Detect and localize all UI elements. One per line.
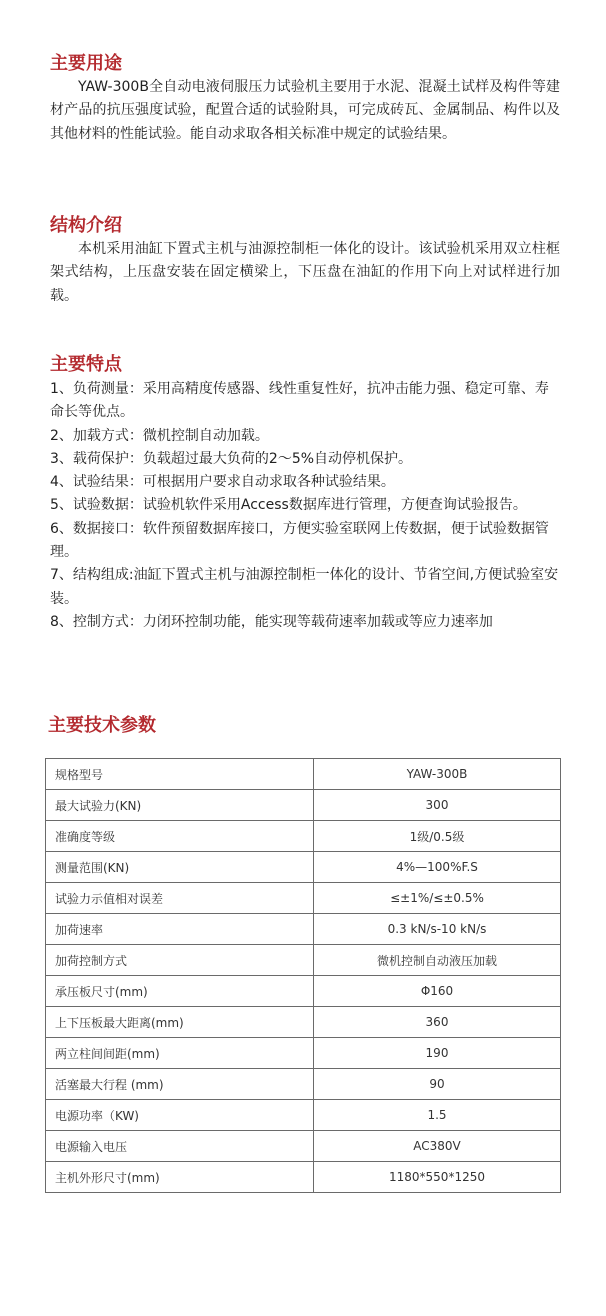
feature-item: 4、试验结果：可根据用户要求自动求取各种试验结果。 [50, 474, 395, 491]
structure-title: 结构介绍 [50, 215, 122, 236]
spec-value: 1.5 [314, 1100, 561, 1131]
usage-title: 主要用途 [50, 53, 122, 74]
spec-label: 两立柱间间距(mm) [46, 1038, 314, 1069]
feature-item: 5、试验数据：试验机软件采用Access数据库进行管理，方便查询试验报告。 [50, 497, 527, 514]
table-row [46, 852, 561, 883]
spec-label: 加荷速率 [46, 914, 314, 945]
spec-label: 承压板尺寸(mm) [46, 976, 314, 1007]
spec-value: 1180*550*1250 [314, 1162, 561, 1193]
table-row [46, 976, 561, 1007]
spec-label: 主机外形尺寸(mm) [46, 1162, 314, 1193]
table-row [46, 759, 561, 790]
table-row [46, 914, 561, 945]
spec-value: Φ160 [314, 976, 561, 1007]
table-row [46, 1007, 561, 1038]
table-row [46, 790, 561, 821]
spec-value: 微机控制自动液压加载 [314, 945, 561, 976]
table-row [46, 1100, 561, 1131]
spec-value: 190 [314, 1038, 561, 1069]
feature-item: 3、载荷保护：负载超过最大负荷的2～5%自动停机保护。 [50, 450, 413, 467]
spec-value: 90 [314, 1069, 561, 1100]
table-row [46, 883, 561, 914]
spec-value: AC380V [314, 1131, 561, 1162]
spec-value: YAW-300B [314, 759, 561, 790]
spec-label: 活塞最大行程 (mm) [46, 1069, 314, 1100]
spec-label: 上下压板最大距离(mm) [46, 1007, 314, 1038]
table-row [46, 1069, 561, 1100]
spec-value: ≤±1%/≤±0.5% [314, 883, 561, 914]
spec-label: 加荷控制方式 [46, 945, 314, 976]
spec-label: 电源功率（KW) [46, 1100, 314, 1131]
spec-value: 4%—100%F.S [314, 852, 561, 883]
feature-item: 7、结构组成:油缸下置式主机与油源控制柜一体化的设计、节省空间,方便试验室安装。 [50, 567, 559, 607]
usage-text: YAW-300B全自动电液伺服压力试验机主要用于水泥、混凝土试样及构件等建材产品的抗压强度试验，配置合适的试验附具，可完成砖瓦、金属制品、构件以及其他材料的性能试验。能自动求取各相关标准中规定的试验结果。 [50, 79, 560, 142]
feature-item: 2、加载方式：微机控制自动加载。 [50, 427, 269, 444]
table-row [46, 945, 561, 976]
features-title: 主要特点 [50, 354, 122, 375]
table-row [46, 1038, 561, 1069]
feature-item: 8、控制方式：力闭环控制功能，能实现等载荷速率加载或等应力速率加 [50, 613, 493, 630]
spec-label: 规格型号 [46, 759, 314, 790]
structure-text: 本机采用油缸下置式主机与油源控制柜一体化的设计。该试验机采用双立柱框架式结构，上压盘安装在固定横梁上，下压盘在油缸的作用下向上对试样进行加载。 [50, 241, 560, 304]
spec-value: 360 [314, 1007, 561, 1038]
spec-value: 0.3 kN/s-10 kN/s [314, 914, 561, 945]
spec-label: 最大试验力(KN) [46, 790, 314, 821]
spec-value: 1级/0.5级 [314, 821, 561, 852]
spec-value: 300 [314, 790, 561, 821]
specs-title: 主要技术参数 [48, 715, 156, 736]
table-row [46, 1131, 561, 1162]
spec-label: 试验力示值相对误差 [46, 883, 314, 914]
specs-table [45, 758, 561, 1193]
table-row [46, 1162, 561, 1193]
features-list [50, 378, 560, 634]
spec-label: 测量范围(KN) [46, 852, 314, 883]
feature-item: 6、数据接口：软件预留数据库接口，方便实验室联网上传数据，便于试验数据管理。 [50, 520, 549, 561]
spec-label: 准确度等级 [46, 821, 314, 852]
table-row [46, 821, 561, 852]
feature-item: 1、负荷测量：采用高精度传感器、线性重复性好，抗冲击能力强、稳定可靠、寿命长等优点。 [50, 381, 549, 421]
spec-label: 电源输入电压 [46, 1131, 314, 1162]
